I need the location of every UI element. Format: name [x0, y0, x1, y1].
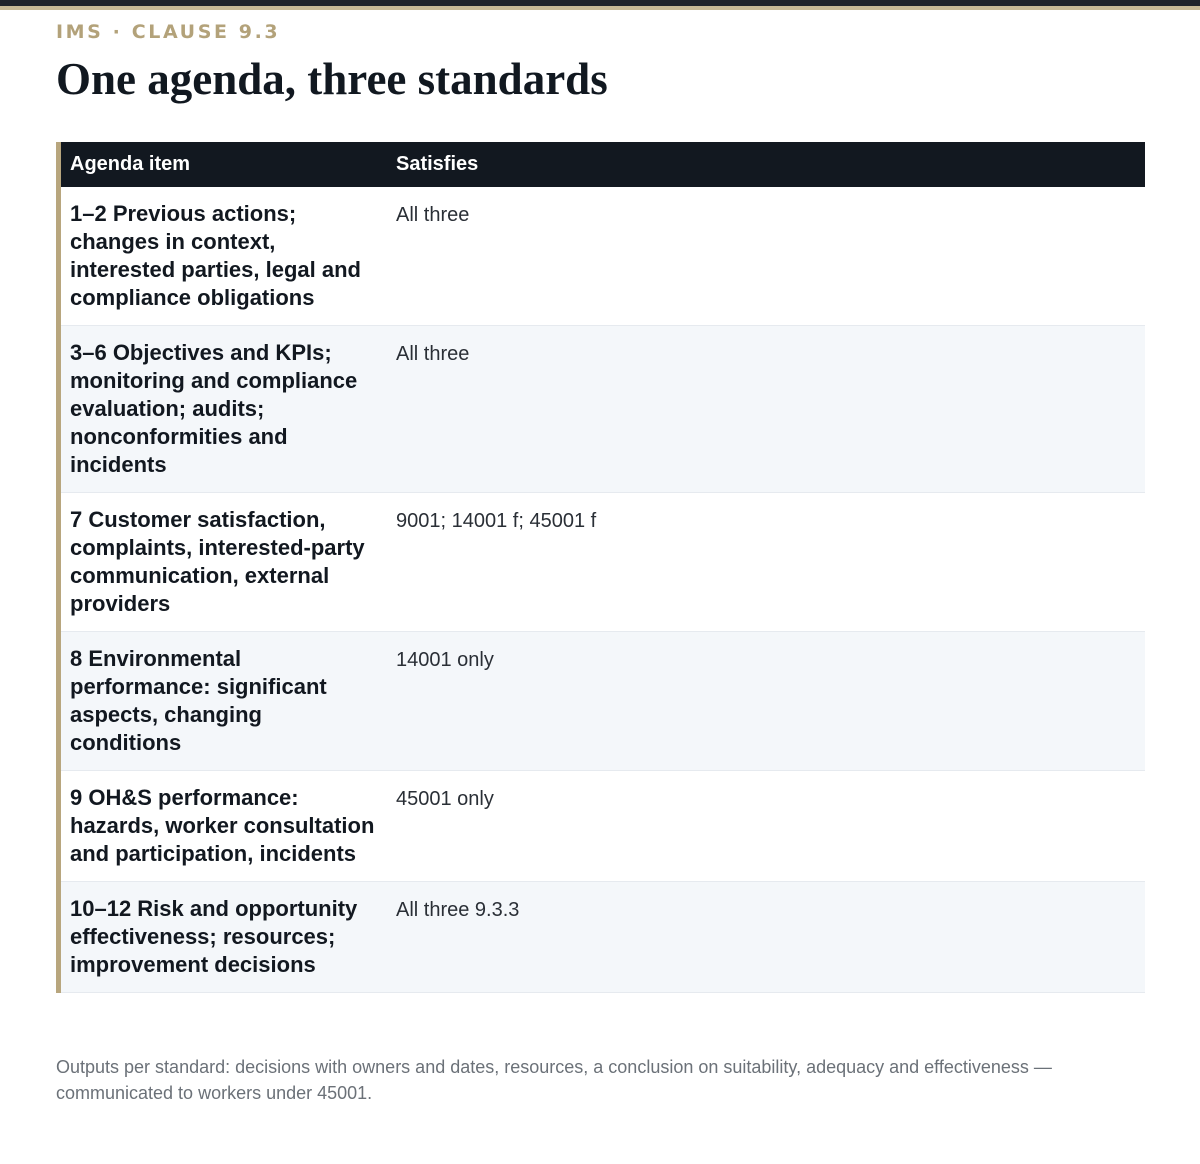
table-row [61, 493, 1145, 632]
column-header-satisfies: Satisfies [387, 142, 1145, 187]
page-title: One agenda, three standards [56, 54, 608, 104]
footnote: Outputs per standard: decisions with owners and dates, resources, a conclusion on suitability, adequacy and effectiveness — communicated to workers under 45001. [56, 1057, 1052, 1103]
agenda-item-cell: 10–12 Risk and opportunity effectiveness; resources; improvement decisions [61, 882, 387, 993]
agenda-table [61, 142, 1145, 993]
table-row [61, 632, 1145, 771]
table-row [61, 882, 1145, 993]
satisfies-cell: All three [387, 187, 1145, 326]
table-row [61, 326, 1145, 493]
satisfies-cell: 14001 only [387, 632, 1145, 771]
table-body [61, 187, 1145, 993]
table-row [61, 187, 1145, 326]
agenda-table-container [56, 142, 1145, 993]
satisfies-cell: 9001; 14001 f; 45001 f [387, 493, 1145, 632]
agenda-item-cell: 9 OH&S performance: hazards, worker consultation and participation, incidents [61, 771, 387, 882]
eyebrow-label: IMS · CLAUSE 9.3 [56, 21, 281, 43]
table-header [61, 142, 1145, 187]
satisfies-cell: All three [387, 326, 1145, 493]
satisfies-cell: All three 9.3.3 [387, 882, 1145, 993]
table-row [61, 771, 1145, 882]
satisfies-cell: 45001 only [387, 771, 1145, 882]
agenda-item-cell: 8 Environmental performance: significant aspects, changing conditions [61, 632, 387, 771]
column-header-agenda-item: Agenda item [61, 142, 387, 187]
agenda-item-cell: 3–6 Objectives and KPIs; monitoring and compliance evaluation; audits; nonconformities and incidents [61, 326, 387, 493]
top-rule [0, 0, 1200, 10]
table-header-row [61, 142, 1145, 187]
agenda-item-cell: 7 Customer satisfaction, complaints, interested-party communication, external providers [61, 493, 387, 632]
agenda-item-cell: 1–2 Previous actions; changes in context, interested parties, legal and compliance obligations [61, 187, 387, 326]
